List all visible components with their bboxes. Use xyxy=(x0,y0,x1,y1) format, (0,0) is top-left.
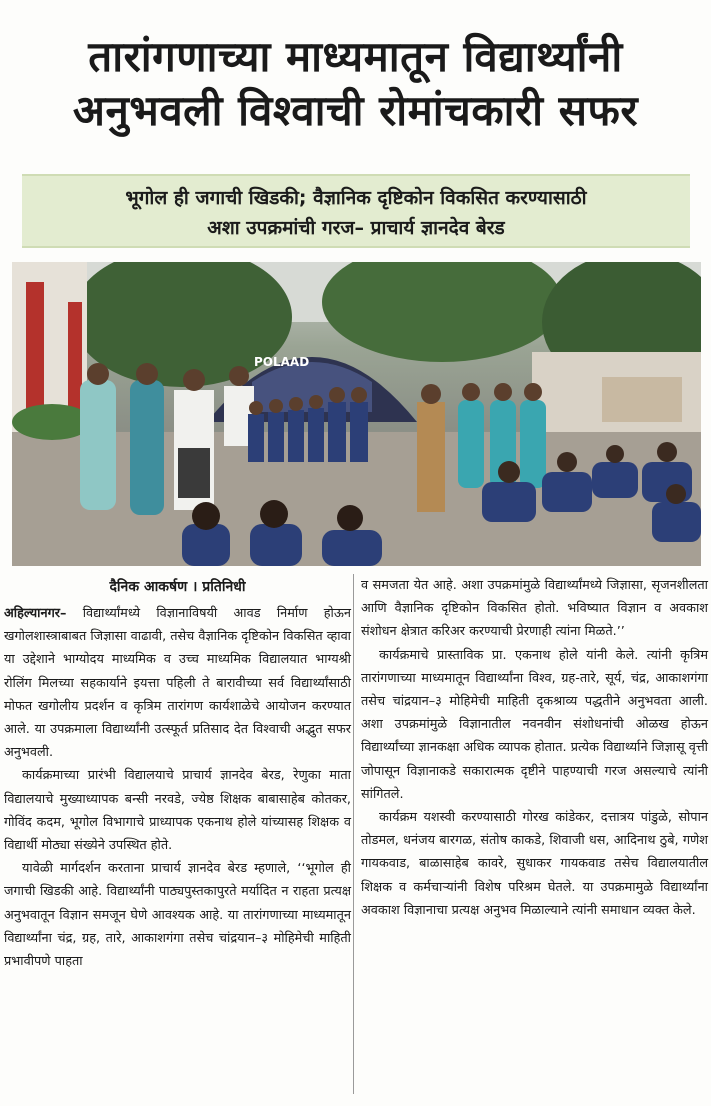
subheadline-line-2: अशा उपक्रमांची गरज– प्राचार्य ज्ञानदेव बेरड xyxy=(207,217,505,239)
dateline-place: अहिल्यानगर– xyxy=(4,606,67,621)
paragraph-6: कार्यक्रम यशस्वी करण्यासाठी गोरख कांडेकर, दत्तात्रय पांडुळे, सोपान तोडमल, धनंजय बारगळ, संतोष काकडे, शिवाजी धस, आदिनाथ ठुबे, गणेश गायकवाड, बाळासाहेब कावरे, सुधाकर गायकवाड तसेच विद्यालयातील शिक्षक व कर्मचाऱ्यांनी विशेष परिश्रम घेतले. या उपक्रमामुळे विद्यार्थ्यांना अवकाश विज्ञानाचा प्रत्यक्ष अनुभव मिळाल्याने त्यांनी समाधान व्यक्त केले. xyxy=(361,810,708,918)
news-photo xyxy=(12,262,701,566)
subheadline-box xyxy=(22,174,690,248)
paragraph-1 xyxy=(4,602,351,764)
column-divider xyxy=(353,574,354,1094)
headline-line-1: तारांगणाच्या माध्यमातून विद्यार्थ्यांनी xyxy=(88,32,623,81)
headline xyxy=(0,30,711,138)
dome-logo: POLAAD xyxy=(254,355,310,369)
subheadline-line-1: भूगोल ही जगाची खिडकी; वैज्ञानिक दृष्टिकोन विकसित करण्यासाठी xyxy=(125,187,587,209)
headline-line-2: अनुभवली विश्वाची रोमांचकारी सफर xyxy=(72,86,639,135)
article-column-left xyxy=(4,574,351,973)
paragraph-3: यावेळी मार्गदर्शन करताना प्राचार्य ज्ञानदेव बेरड म्हणाले, ‘‘भूगोल ही जगाची खिडकी आहे. विद्यार्थ्यांनी पाठ्यपुस्तकापुरते मर्यादित न राहता प्रत्यक्ष अनुभवातून विज्ञान समजून घेणे आवश्यक आहे. या तारांगणाच्या माध्यमातून विद्यार्थ्यांना चंद्र, ग्रह, तारे, आकाशगंगा तसेच चांद्रयान–३ मोहिमेची माहिती प्रभावीपणे पाहता xyxy=(4,861,351,970)
paragraph-4: व समजता येत आहे. अशा उपक्रमांमुळे विद्यार्थ्यांमध्ये जिज्ञासा, सृजनशीलता आणि वैज्ञानिक दृष्टिकोन विकसित होतो. भविष्यात विज्ञान व अवकाश संशोधन क्षेत्रात करिअर करण्याची प्रेरणाही त्यांना मिळते.’’ xyxy=(361,578,708,640)
article-column-right xyxy=(361,574,708,922)
event-photo-illustration xyxy=(12,262,701,566)
byline: दैनिक आकर्षण । प्रतिनिधी xyxy=(109,579,246,595)
paragraph-2: कार्यक्रमाच्या प्रारंभी विद्यालयाचे प्राचार्य ज्ञानदेव बेरड, रेणुका माता विद्यालयाचे मुख्याध्यापक बन्सी नरवडे, ज्येष्ठ शिक्षक बाबासाहेब कोतकर, गोविंद कदम, भूगोल विभागाचे प्राध्यापक एकनाथ होले यांच्यासह शिक्षक व विद्यार्थी मोठ्या संख्येने उपस्थित होते. xyxy=(4,768,351,854)
paragraph-1-text: विद्यार्थ्यांमध्ये विज्ञानाविषयी आवड निर्माण होऊन खगोलशास्त्राबाबत जिज्ञासा वाढावी, तसेच वैज्ञानिक दृष्टिकोन विकसित व्हावा या उद्देशाने भाग्योदय माध्यमिक व उच्च माध्यमिक विद्यालयात भाग्यश्री रोलिंग मिलच्या सहकार्याने इयत्ता पहिली ते बारावीच्या सर्व विद्यार्थ्यांसाठी मोफत खगोलीय प्रदर्शन व कृत्रिम तारांगण कार्यशाळेचे आयोजन करण्यात आले. या उपक्रमाला विद्यार्थ्यांनी उत्स्फूर्त प्रतिसाद देत विश्वाची अद्भुत सफर अनुभवली. xyxy=(4,606,351,761)
paragraph-5: कार्यक्रमाचे प्रास्ताविक प्रा. एकनाथ होले यांनी केले. त्यांनी कृत्रिम तारांगणाच्या माध्यमातून विद्यार्थ्यांना विश्व, ग्रह-तारे, सूर्य, चंद्र, आकाशगंगा तसेच चांद्रयान–३ मोहिमेची माहिती दृकश्राव्य पद्धतीने अनुभवता आली. अशा उपक्रमांमुळे विज्ञानातील नवनवीन संशोधनांची ओळख होऊन विद्यार्थ्यांच्या ज्ञानकक्षा अधिक व्यापक होतात. प्रत्येक विद्यार्थ्याने जिज्ञासू वृत्ती जोपासून विज्ञानाकडे सकारात्मक दृष्टीने पाहण्याची गरज असल्याचे त्यांनी सांगितले. xyxy=(361,647,708,802)
